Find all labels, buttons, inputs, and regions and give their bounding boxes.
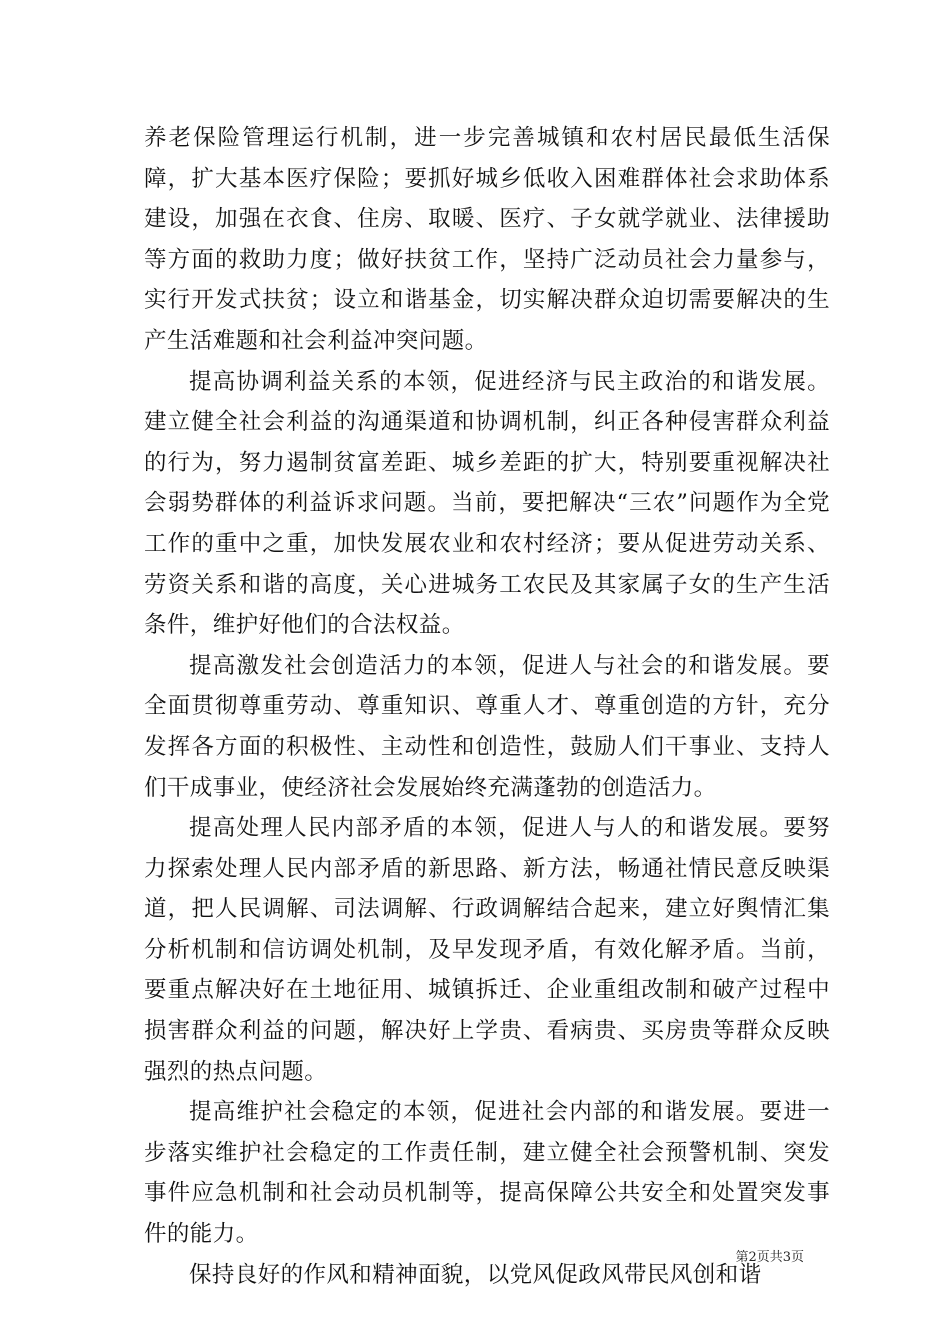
paragraph: 提高处理人民内部矛盾的本领，促进人与人的和谐发展。要努力探索处理人民内部矛盾的新思路、新方法，畅通社情民意反映渠道，把人民调解、司法调解、行政调解结合起来，建立好舆情汇集分析机制和信访调处机制，及早发现矛盾，有效化解矛盾。当前，要重点解决好在土地征用、城镇拆迁、企业重组改制和破产过程中损害群众利益的问题，解决好上学贵、看病贵、买房贵等群众反映强烈的热点问题。 bbox=[144, 815, 830, 1085]
paragraph: 提高维护社会稳定的本领，促进社会内部的和谐发展。要进一步落实维护社会稳定的工作责任制，建立健全社会预警机制、突发事件应急机制和社会动员机制等，提高保障公共安全和处置突发事件的能力。 bbox=[144, 1099, 830, 1248]
paragraph: 提高激发社会创造活力的本领，促进人与社会的和谐发展。要全面贯彻尊重劳动、尊重知识、尊重人才、尊重创造的方针，充分发挥各方面的积极性、主动性和创造性，鼓励人们干事业、支持人们干成事业，使经济社会发展始终充满蓬勃的创造活力。 bbox=[144, 652, 830, 801]
paragraph: 养老保险管理运行机制，进一步完善城镇和农村居民最低生活保障，扩大基本医疗保险；要抓好城乡低收入困难群体社会求助体系建设，加强在衣食、住房、取暖、医疗、子女就学就业、法律援助等方面的救助力度；做好扶贫工作，坚持广泛动员社会力量参与，实行开发式扶贫；设立和谐基金，切实解决群众迫切需要解决的生产生活难题和社会利益冲突问题。 bbox=[144, 125, 830, 354]
page-number-footer: 第2页共3页 bbox=[735, 1250, 804, 1265]
document-body bbox=[144, 118, 830, 1295]
paragraph: 提高协调利益关系的本领，促进经济与民主政治的和谐发展。建立健全社会利益的沟通渠道和协调机制，纠正各种侵害群众利益的行为，努力遏制贫富差距、城乡差距的扩大，特别要重视解决社会弱势群体的利益诉求问题。当前，要把解决“三农”问题作为全党工作的重中之重，加快发展农业和农村经济；要从促进劳动关系、劳资关系和谐的高度，关心进城务工农民及其家属子女的生产生活条件，维护好他们的合法权益。 bbox=[144, 368, 830, 639]
paragraph: 保持良好的作风和精神面貌，以党风促政风带民风创和谐 bbox=[189, 1261, 762, 1288]
